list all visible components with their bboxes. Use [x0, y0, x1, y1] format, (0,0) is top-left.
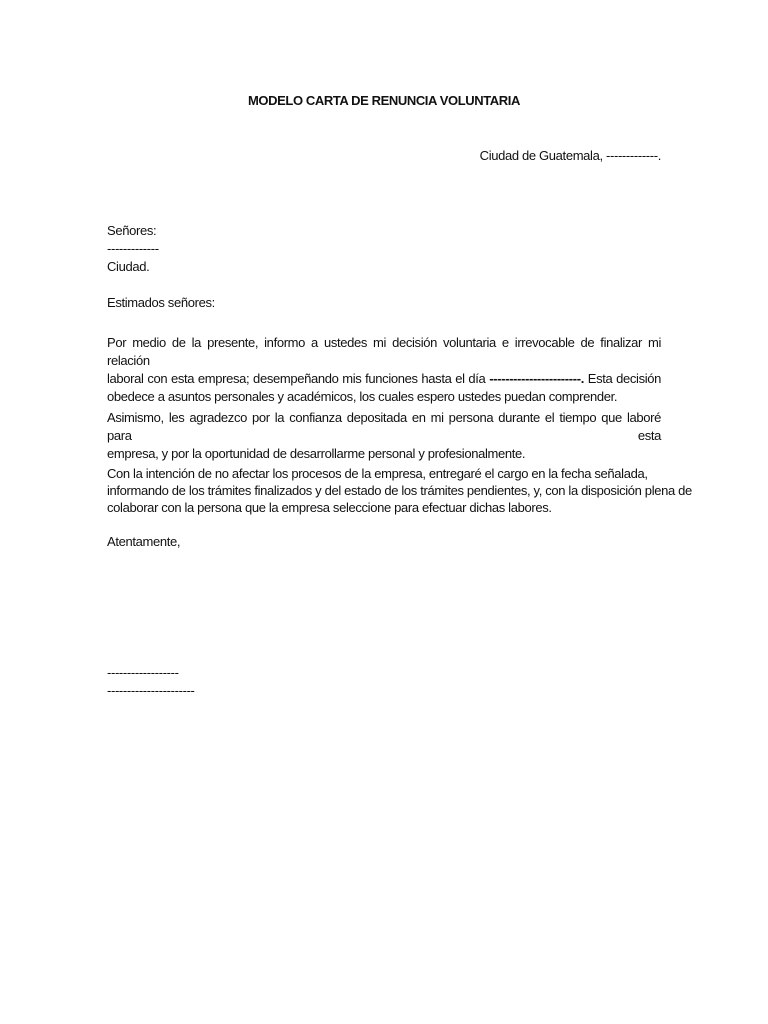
signature-name-placeholder: ------------------ [107, 665, 179, 680]
document-title: MODELO CARTA DE RENUNCIA VOLUNTARIA [248, 93, 520, 108]
paragraph-3-line-3: colaborar con la persona que la empresa seleccione para efectuar dichas labores. [107, 500, 552, 515]
paragraph-3 [107, 465, 692, 516]
paragraph-1-line-2 [107, 370, 661, 388]
salutation: Señores: [107, 223, 157, 238]
recipient-block [107, 222, 661, 276]
paragraph-3-line-1: Con la intención de no afectar los procesos de la empresa, entregaré el cargo en la fecha señalada, [107, 466, 648, 481]
paragraph-1 [107, 334, 661, 406]
recipient-name-placeholder: ------------- [107, 241, 159, 256]
paragraph-2 [107, 409, 661, 463]
paragraph-2-line-1: Asimismo, les agradezco por la confianza depositada en mi persona durante el tiempo que laboré para esta [107, 410, 661, 443]
signature-block [107, 664, 661, 700]
closing: Atentamente, [107, 534, 181, 549]
paragraph-1-line-2-end: Esta decisión [587, 371, 662, 386]
greeting: Estimados señores: [107, 295, 215, 310]
recipient-city: Ciudad. [107, 259, 150, 274]
end-date-placeholder: -----------------------. [489, 371, 584, 386]
signature-id-placeholder: ---------------------- [107, 683, 195, 698]
place-date: Ciudad de Guatemala, -------------. [479, 148, 661, 163]
paragraph-1-line-2-start: laboral con esta empresa; desempeñando mis funciones hasta el día [107, 371, 486, 386]
paragraph-3-line-2: informando de los trámites finalizados y del estado de los trámites pendientes, y, con la disposición plena de [107, 483, 692, 498]
paragraph-1-line-1: Por medio de la presente, informo a ustedes mi decisión voluntaria e irrevocable de finalizar mi relación [107, 335, 661, 368]
paragraph-2-line-2: empresa, y por la oportunidad de desarrollarme personal y profesionalmente. [107, 446, 526, 461]
paragraph-1-line-3: obedece a asuntos personales y académicos, los cuales espero ustedes puedan comprender. [107, 389, 618, 404]
